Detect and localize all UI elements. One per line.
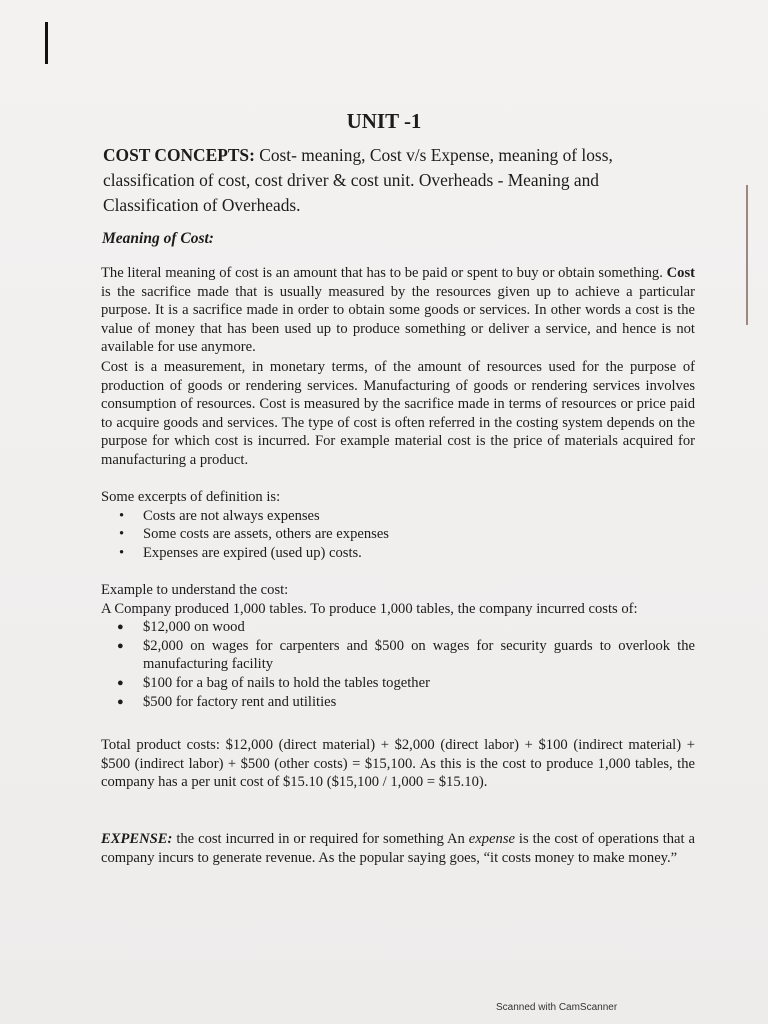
total-cost-text: Total product costs: $12,000 (direct material) + $2,000 (direct labor) + $100 (indirect material) + $500 (indirect labor) + $500 (other costs) = $15,100. As this is the cost to produce 1,000 tables, the company has a per unit cost of $15.10 ($15,100 / 1,000 = $15.10). [101,737,695,791]
unit-title: UNIT -1 [346,109,422,133]
para1-before: The literal meaning of cost is an amount that has to be paid or spent to buy or obtain something. [101,265,667,281]
cost-concepts-lead: COST CONCEPTS: [103,145,255,165]
definitions-list [101,507,695,563]
para1-after: is the sacrifice made that is usually measured by the resources given up to achieve a particular purpose. It is a sacrifice made in order to obtain some goods or services. In other words a cost is the value of money that has been used up to produce something or deliver a service, and hence is not available for use anymore. [101,283,695,356]
scan-edge-mark [45,22,48,64]
list-item: ● $2,000 on wages for carpenters and $500 on wages for security guards to overlook the manufacturing facility [101,637,695,674]
para1-bold: Cost [666,265,695,281]
example-text: A Company produced 1,000 tables. To produce 1,000 tables, the company incurred costs of: [101,600,638,617]
list-item: • Expenses are expired (used up) costs. [101,544,695,563]
meaning-paragraph-2 [101,358,695,470]
list-item: • Some costs are assets, others are expenses [101,525,695,544]
list-item: ● $100 for a bag of nails to hold the tables together [101,674,695,693]
expense-after: is the cost of operations that a company incurs to generate revenue. As the popular saying goes, “it costs money to make money.” [101,831,696,866]
cost-concepts-intro [103,143,663,218]
meaning-paragraph-1 [101,264,695,357]
cost-concepts-text: Cost- meaning, Cost v/s Expense, meaning of loss, classification of cost, cost driver & cost unit. Overheads - Meaning and Classification of Overheads. [103,145,613,215]
camscanner-watermark: Scanned with CamScanner [496,1002,618,1013]
definitions-section [101,488,695,562]
list-item: ● $12,000 on wood [101,618,695,637]
example-section [101,581,695,711]
example-heading: Example to understand the cost: [101,582,289,598]
total-cost-paragraph [101,736,695,792]
definitions-intro: Some excerpts of definition is: [101,489,281,505]
para2-text: Cost is a measurement, in monetary terms, of the amount of resources used for the purpose of production of goods or rendering services. Manufacturing of goods or rendering services involves consumption of resources. Cost is measured by the sacrifice made in terms of resources or price paid to acquire goods and services. The type of cost is often referred in the costing system depends on the purpose for which cost is incurred. For example material cost is the price of materials acquired for manufacturing a product. [101,359,695,468]
expense-before: the cost incurred in or required for something An [172,831,469,847]
list-item: • Costs are not always expenses [101,507,695,526]
expense-paragraph [101,830,695,867]
expense-italic: expense [468,831,515,847]
list-item: ● $500 for factory rent and utilities [101,693,695,712]
scan-edge-mark-right [746,185,748,325]
meaning-of-cost-heading: Meaning of Cost: [102,230,214,247]
example-cost-list [101,618,695,711]
expense-label: EXPENSE: [101,831,173,847]
